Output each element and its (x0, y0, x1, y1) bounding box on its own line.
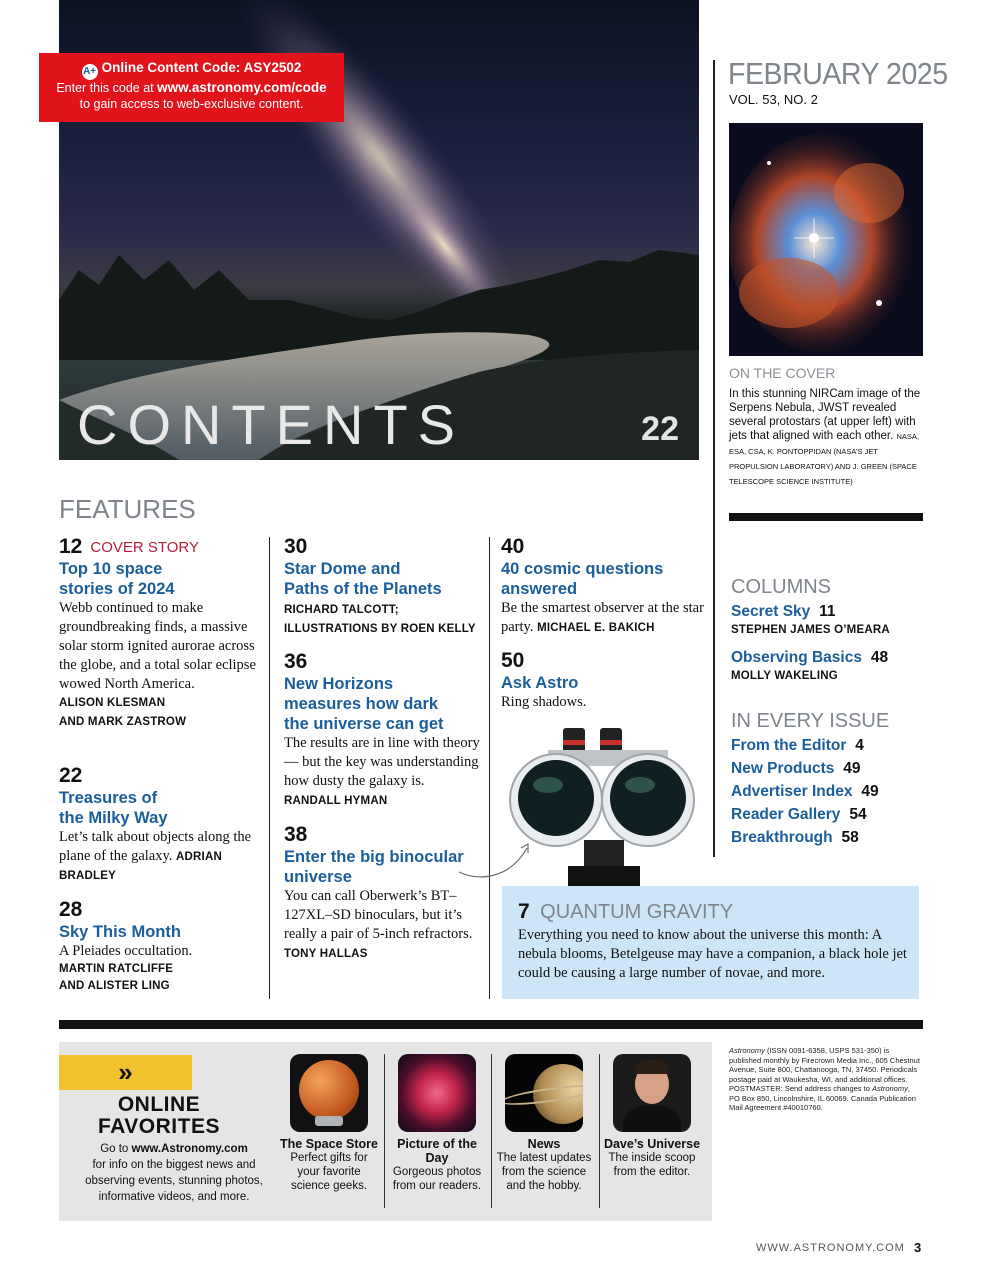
favorite-item[interactable] (494, 1054, 594, 1193)
feature-description (501, 599, 706, 637)
every-issue-title[interactable]: Breakthrough (731, 829, 833, 846)
feature-item[interactable] (501, 535, 706, 637)
every-issue-item[interactable] (731, 829, 859, 847)
column-item[interactable] (731, 649, 888, 682)
online-favorites-title (77, 1094, 241, 1138)
favorite-name[interactable]: Dave’s Universe (603, 1137, 701, 1151)
feature-column-divider (489, 537, 490, 999)
feature-page: 28 (59, 898, 83, 921)
nebula-icon (398, 1054, 476, 1132)
every-issue-item[interactable] (731, 783, 879, 801)
online-favorites-text: for info on the biggest news and observing events, stunning photos, informative videos, and more. (85, 1159, 263, 1203)
publication-info (729, 1046, 921, 1113)
publication-text: , PO Box 850, Lincolnshire, IL 60069. Canada Publication Mail Agreement #40010760. (729, 1084, 916, 1112)
feature-author: RANDALL HYMAN (284, 795, 388, 807)
feature-item[interactable] (59, 535, 259, 731)
cover-story-tag: COVER STORY (90, 539, 199, 556)
feature-title[interactable]: universe (284, 868, 352, 886)
column-divider (713, 60, 715, 857)
feature-description-text: The results are in line with theory — but the key was understanding how dusty the galaxy is. (284, 735, 480, 789)
bottom-rule (59, 1020, 923, 1029)
online-favorites-title-line: FAVORITES (98, 1115, 220, 1138)
every-issue-page: 4 (855, 737, 864, 754)
cover-description (729, 387, 921, 489)
feature-column-divider (269, 537, 270, 999)
serpens-nebula-image (729, 123, 923, 356)
feature-page: 40 (501, 535, 525, 558)
feature-author: ALISON KLESMAN (59, 697, 166, 709)
code-instruction: Enter this code at (56, 81, 158, 95)
favorite-divider (599, 1054, 600, 1208)
issue-month: FEBRUARY 2025 (728, 56, 948, 91)
every-issue-item[interactable] (731, 806, 867, 824)
favorite-description: Perfect gifts for your favorite science geeks. (290, 1152, 368, 1192)
feature-title[interactable]: answered (501, 580, 578, 598)
quantum-description: Everything you need to know about the universe this month: A nebula blooms, Betelgeuse may have a companion, a black hole jet could be causing a large number of novae, and more. (518, 927, 907, 981)
editor-portrait-icon (613, 1054, 691, 1132)
column-title[interactable]: Observing Basics (731, 649, 862, 666)
feature-author: ILLUSTRATIONS BY ROEN KELLY (284, 623, 476, 635)
a-plus-icon: A+ (82, 64, 98, 80)
favorite-divider (384, 1054, 385, 1208)
magazine-name: Astronomy (729, 1046, 765, 1055)
issue-volume: VOL. 53, NO. 2 (729, 92, 818, 107)
chevron-right-icon: » (59, 1055, 192, 1090)
feature-author: ADRIAN BRADLEY (59, 851, 222, 882)
feature-title[interactable]: Top 10 space (59, 560, 163, 578)
feature-title[interactable]: measures how dark (284, 695, 439, 713)
feature-description: Ring shadows. (501, 694, 587, 710)
column-author: STEPHEN JAMES O’MEARA (731, 624, 890, 636)
columns-heading: COLUMNS (731, 576, 832, 598)
feature-title[interactable]: Star Dome and (284, 560, 401, 578)
feature-author: TONY HALLAS (284, 948, 368, 960)
feature-description-text: You can call Oberwerk’s BT–127XL–SD binoculars, but it’s really a pair of 5-inch refractors. (284, 888, 473, 942)
every-issue-page: 58 (841, 829, 859, 846)
feature-title[interactable]: 40 cosmic questions (501, 560, 664, 578)
astronomy-url-link[interactable]: www.Astronomy.com (131, 1143, 248, 1155)
feature-item[interactable] (59, 898, 259, 995)
every-issue-title[interactable]: Advertiser Index (731, 783, 853, 800)
feature-description-text: Let’s talk about objects along the plane of the galaxy. (59, 829, 252, 864)
column-page: 11 (819, 603, 836, 620)
every-issue-item[interactable] (731, 737, 864, 755)
magazine-name: Astronomy (871, 1084, 908, 1093)
binoculars-image (508, 720, 708, 886)
feature-author: AND ALISTER LING (59, 980, 170, 992)
feature-description: A Pleiades occultation. (59, 943, 193, 959)
feature-item[interactable] (59, 764, 259, 885)
on-the-cover-label: ON THE COVER (729, 365, 836, 381)
every-issue-page: 49 (861, 783, 879, 800)
binoculars-icon (508, 720, 708, 886)
footer-url[interactable]: WWW.ASTRONOMY.COM (756, 1242, 905, 1254)
feature-title[interactable]: Enter the big binocular (284, 848, 464, 866)
feature-page: 30 (284, 535, 308, 558)
feature-title[interactable]: New Horizons (284, 675, 394, 693)
code-access-text: to gain access to web-exclusive content. (79, 97, 304, 111)
saturn-icon (505, 1054, 583, 1132)
right-rule (729, 513, 923, 521)
feature-title[interactable]: Paths of the Planets (284, 580, 442, 598)
cover-credit: NASA, ESA, CSA, K. PONTOPPIDAN (NASA’S JET PROPULSION LABORATORY) AND J. GREEN (SPACE TELESCOPE SCIENCE INSTITUTE) (729, 432, 920, 486)
feature-item[interactable] (501, 649, 706, 712)
column-author: MOLLY WAKELING (731, 670, 838, 682)
feature-title[interactable]: Treasures of (59, 789, 158, 807)
column-item[interactable] (731, 603, 890, 636)
feature-description (284, 887, 484, 963)
feature-item[interactable] (284, 650, 484, 810)
feature-page: 22 (59, 764, 83, 787)
favorite-description: The latest updates from the science and the hobby. (496, 1152, 592, 1192)
favorite-item[interactable] (602, 1054, 702, 1179)
favorite-item[interactable] (387, 1054, 487, 1193)
online-favorites-prefix: Go to (100, 1143, 132, 1155)
favorite-name[interactable]: The Space Store (280, 1137, 378, 1151)
cover-image (729, 123, 923, 356)
feature-title[interactable]: Sky This Month (59, 923, 181, 941)
every-issue-page: 49 (843, 760, 861, 777)
every-issue-item[interactable] (731, 760, 861, 778)
feature-item[interactable] (284, 823, 484, 963)
column-page: 48 (870, 649, 889, 666)
feature-page: 38 (284, 823, 308, 846)
feature-item[interactable] (284, 535, 484, 638)
online-favorites-title-line: ONLINE (117, 1093, 201, 1116)
favorite-name[interactable]: News (527, 1137, 561, 1151)
favorite-divider (491, 1054, 492, 1208)
pointer-arrow-icon (455, 836, 535, 886)
online-favorites-description (74, 1141, 274, 1205)
cover-caption: In this stunning NIRCam image of the Serpens Nebula, JWST revealed several protostars (at upper left) with jets that aligned with each other. (729, 388, 921, 442)
hero-page-number: 22 (641, 410, 679, 448)
every-issue-title[interactable]: Reader Gallery (731, 806, 841, 823)
mars-globe-icon (290, 1054, 368, 1132)
quantum-gravity-box[interactable] (502, 886, 919, 999)
feature-page: 36 (284, 650, 308, 673)
favorite-item[interactable] (279, 1054, 379, 1193)
feature-title[interactable]: the Milky Way (59, 809, 168, 827)
feature-author: MARTIN RATCLIFFE (59, 963, 174, 975)
feature-title[interactable]: the universe can get (284, 715, 444, 733)
contents-title: CONTENTS (77, 393, 465, 456)
favorite-name[interactable]: Picture of the Day (397, 1137, 477, 1165)
feature-description (59, 828, 259, 885)
feature-author: AND MARK ZASTROW (59, 716, 187, 728)
code-line: Online Content Code: ASY2502 (101, 60, 302, 75)
quantum-title[interactable]: QUANTUM GRAVITY (540, 901, 734, 923)
features-heading: FEATURES (59, 494, 196, 524)
feature-title[interactable]: stories of 2024 (59, 580, 175, 598)
every-issue-heading: IN EVERY ISSUE (731, 710, 890, 732)
publication-text: (ISSN 0091-6358, USPS 531-350) is published monthly by Firecrown Media Inc., 605 Chestnut Avenue, Suite 800, Chattanooga, TN, 37450. Periodicals postage paid at Waukesha, WI, and additional offices. POSTMASTER: Send address changes to (729, 1046, 920, 1093)
feature-description (284, 734, 484, 810)
every-issue-page: 54 (849, 806, 867, 823)
online-content-code-box (39, 53, 344, 122)
code-url-link[interactable]: www.astronomy.com/code (157, 80, 327, 95)
quantum-page: 7 (518, 900, 530, 923)
feature-description: Webb continued to make groundbreaking finds, a massive solar storm ignited aurorae across the globe, and a total solar eclipse wowed North America. (59, 600, 256, 692)
feature-page: 12 (59, 535, 83, 558)
feature-title[interactable]: Ask Astro (501, 674, 579, 692)
column-title[interactable]: Secret Sky (731, 603, 811, 620)
favorite-description: Gorgeous photos from our readers. (392, 1166, 482, 1192)
feature-description-text: Be the smartest observer at the star party. (501, 600, 704, 635)
every-issue-title[interactable]: New Products (731, 760, 835, 777)
every-issue-title[interactable]: From the Editor (731, 737, 847, 754)
feature-author: RICHARD TALCOTT; (284, 604, 399, 616)
favorite-description: The inside scoop from the editor. (608, 1152, 696, 1178)
feature-page: 50 (501, 649, 525, 672)
footer-page-number: 3 (914, 1240, 922, 1255)
feature-author: MICHAEL E. BAKICH (537, 622, 655, 634)
